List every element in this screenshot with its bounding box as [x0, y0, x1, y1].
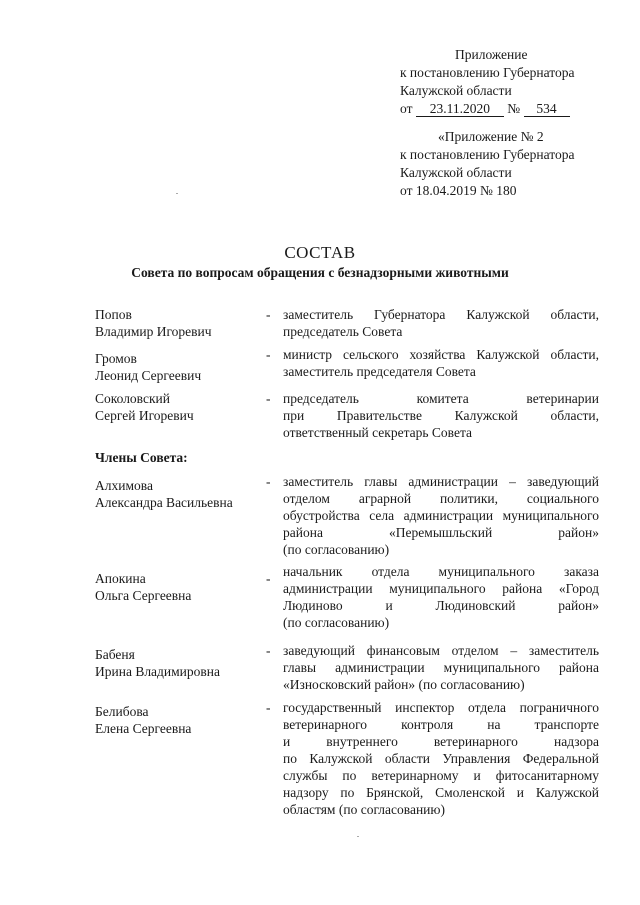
original-appendix-header	[400, 128, 574, 200]
original-appendix-region: Калужской области	[400, 165, 512, 180]
position-line: надзору по Брянской, Смоленской и Калужской	[283, 785, 599, 800]
position-line: Людиново и Людиновский район»	[283, 598, 599, 613]
separator-dash: -	[266, 347, 271, 362]
position-line: министр сельского хозяйства Калужской области,	[283, 347, 599, 362]
position-line: службы по ветеринарному и фитосанитарному	[283, 768, 599, 783]
appendix-date-line	[400, 100, 574, 118]
position-line: начальник отдела муниципального заказа	[283, 564, 599, 579]
position-line: района «Перемышльский район»	[283, 525, 599, 540]
person-position	[283, 346, 599, 380]
person-last-name: Соколовский	[95, 391, 170, 406]
position-line: заместитель главы администрации – заведующий	[283, 474, 599, 489]
person-last-name: Апокина	[95, 571, 146, 586]
decree-date: 23.11.2020	[416, 102, 504, 117]
person-last-name: Попов	[95, 307, 132, 322]
person-first-name: Владимир Игоревич	[95, 324, 212, 339]
person-position	[283, 306, 599, 340]
original-appendix-date: от 18.04.2019 № 180	[400, 183, 517, 198]
person-name	[95, 477, 265, 511]
person-last-name: Бабеня	[95, 647, 135, 662]
separator-dash: -	[266, 391, 271, 406]
position-line: (по согласованию)	[283, 542, 390, 557]
position-line: заведующий финансовым отделом – заместитель	[283, 643, 599, 658]
appendix-reference: к постановлению Губернатора	[400, 65, 575, 80]
person-first-name: Елена Сергеевна	[95, 721, 192, 736]
position-line: заместитель Губернатора Калужской области,	[283, 307, 599, 322]
person-first-name: Сергей Игоревич	[95, 408, 194, 423]
position-line: при Правительстве Калужской области,	[283, 408, 599, 423]
appendix-region: Калужской области	[400, 83, 512, 98]
title-main: СОСТАВ	[284, 243, 356, 262]
separator-dash: -	[266, 474, 271, 489]
person-name	[95, 350, 265, 384]
position-line: государственный инспектор отдела пограничного	[283, 700, 599, 715]
date-prefix: от	[400, 101, 413, 116]
original-appendix-reference: к постановлению Губернатора	[400, 147, 575, 162]
person-name	[95, 306, 265, 340]
scan-speck	[176, 193, 178, 194]
position-line: администрации муниципального района «Город	[283, 581, 599, 596]
person-first-name: Александра Васильевна	[95, 495, 233, 510]
position-line: председатель Совета	[283, 324, 403, 339]
position-line: ответственный секретарь Совета	[283, 425, 473, 440]
person-position	[283, 563, 599, 631]
position-line: «Износковский район» (по согласованию)	[283, 677, 525, 692]
separator-dash: -	[266, 700, 271, 715]
number-prefix: №	[507, 101, 521, 116]
person-name	[95, 703, 265, 737]
person-position	[283, 642, 599, 693]
person-last-name: Белибова	[95, 704, 149, 719]
person-name	[95, 390, 265, 424]
position-line: и внутреннего ветеринарного надзора	[283, 734, 599, 749]
position-line: главы администрации муниципального района	[283, 660, 599, 675]
person-first-name: Ирина Владимировна	[95, 664, 221, 679]
person-position	[283, 699, 599, 818]
appendix-title: Приложение	[455, 47, 528, 62]
person-first-name: Ольга Сергеевна	[95, 588, 192, 603]
title-subtitle: Совета по вопросам обращения с безнадзорными животными	[131, 265, 509, 280]
position-line: по Калужской области Управления Федеральной	[283, 751, 599, 766]
appendix-header	[400, 46, 574, 118]
position-line: (по согласованию)	[283, 615, 390, 630]
position-line: председатель комитета ветеринарии	[283, 391, 599, 406]
person-name	[95, 570, 265, 604]
position-line: отделом аграрной политики, социального	[283, 491, 599, 506]
person-position	[283, 390, 599, 441]
document-title	[0, 243, 640, 281]
separator-dash: -	[266, 307, 271, 322]
person-last-name: Громов	[95, 351, 137, 366]
members-heading: Члены Совета:	[95, 450, 188, 465]
person-name	[95, 646, 265, 680]
decree-number: 534	[524, 102, 570, 117]
position-line: заместитель председателя Совета	[283, 364, 476, 379]
separator-dash: -	[266, 643, 271, 658]
position-line: ветеринарного контроля на транспорте	[283, 717, 599, 732]
position-line: обустройства села администрации муниципального	[283, 508, 599, 523]
separator-dash: -	[266, 571, 271, 586]
person-position	[283, 473, 599, 558]
position-line: областям (по согласованию)	[283, 802, 445, 817]
person-first-name: Леонид Сергеевич	[95, 368, 202, 383]
person-last-name: Алхимова	[95, 478, 153, 493]
scan-speck	[357, 836, 359, 837]
original-appendix-title: «Приложение № 2	[438, 129, 544, 144]
